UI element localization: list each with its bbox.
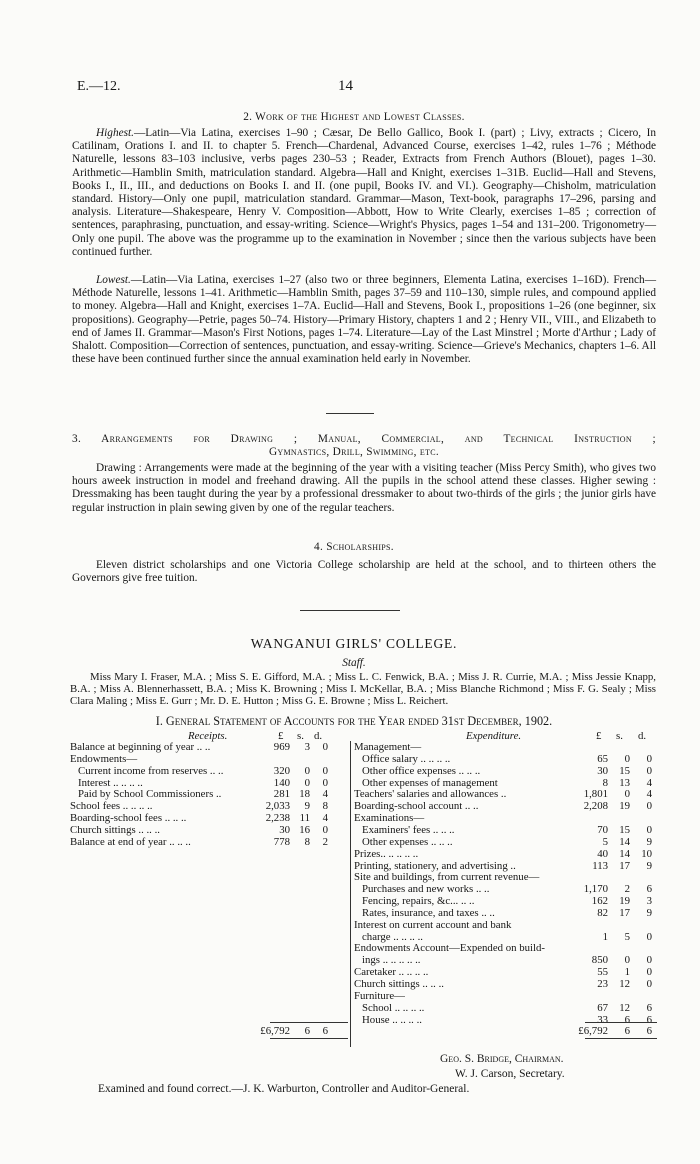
expenditure-label: Rates, insurance, and taxes .. .. [362,906,495,919]
receipts-total-pence: 6 [322,1025,328,1037]
expenditure-shillings: 12 [619,1001,630,1014]
section-4-heading: 4. Scholarships. [314,541,394,553]
receipts-pounds: 969 [273,741,290,753]
expenditure-pounds: 850 [591,954,608,967]
receipts-pence: 8 [322,800,328,813]
expenditure-label: Other office expenses .. .. .. [362,764,481,777]
section-3-heading-line2: Gymnastics, Drill, Swimming, etc. [268,446,440,458]
expenditure-shillings: 14 [619,835,630,848]
expenditure-pounds: 33 [597,1013,608,1026]
receipts-total-rule [270,1022,348,1023]
expenditure-pence: 9 [646,859,652,872]
receipts-pounds-head: £ [278,730,284,742]
expenditure-label: Examinations— [354,812,425,825]
expenditure-pence: 9 [646,906,652,919]
expenditure-pounds: 2,208 [583,800,608,813]
expenditure-total-row [70,1026,656,1038]
receipts-label: Church sittings .. .. .. [70,823,160,836]
receipts-label: Balance at beginning of year .. .. [70,741,211,753]
receipts-total-pounds: £6,792 [260,1025,290,1037]
expenditure-label: Boarding-school account .. .. [354,800,479,813]
expenditure-pounds: 30 [597,764,608,777]
expenditure-pence-head: d. [638,730,647,742]
expenditure-total-pence: 6 [646,1025,652,1037]
lowest-class-paragraph [72,274,656,366]
expenditure-pence: 6 [646,883,652,896]
expenditure-row [70,1015,656,1027]
expenditure-shillings: 19 [619,800,630,813]
expenditure-label: Management— [354,741,422,753]
receipts-pence: 0 [322,764,328,777]
expenditure-pounds: 162 [591,895,608,908]
receipts-shillings: 0 [304,776,310,789]
receipts-pounds: 778 [273,835,290,848]
expenditure-pounds: 67 [597,1001,608,1014]
receipts-total-shillings: 6 [304,1025,310,1037]
receipts-pounds: 2,238 [265,812,290,825]
expenditure-pence: 6 [646,1013,652,1026]
expenditure-pence: 3 [646,895,652,908]
receipts-pence: 0 [322,776,328,789]
receipts-shillings: 16 [299,823,310,836]
receipts-label: Interest .. .. .. .. [78,776,143,789]
expenditure-pence: 0 [646,752,652,765]
receipts-label: Boarding-school fees .. .. .. [70,812,187,825]
expenditure-pence: 0 [646,978,652,990]
expenditure-total-underline [585,1038,657,1039]
page-number: 14 [338,78,353,94]
expenditure-label: charge .. .. .. .. [362,930,423,943]
expenditure-label: House .. .. .. .. [362,1013,422,1026]
expenditure-pounds: 40 [597,847,608,860]
receipts-shillings: 9 [304,800,310,813]
receipts-pence-head: d. [314,730,323,742]
chairman-signature: Geo. S. Bridge, Chairman. [440,1053,564,1065]
section-4-paragraph: Eleven district scholarships and one Victoria College scholarship are held at the school, and to thirteen others the Governors give free tuition. [72,559,656,585]
expenditure-label: Teachers' salaries and allowances .. [354,788,507,801]
expenditure-pounds: 113 [592,859,608,872]
receipts-pence: 0 [322,741,328,753]
expenditure-label: ings .. .. .. .. .. [362,954,421,967]
expenditure-shillings: 0 [624,788,630,801]
page-reference: E.—12. [77,79,121,94]
expenditure-pounds: 8 [602,776,608,789]
receipts-label: School fees .. .. .. .. [70,800,153,813]
expenditure-pounds: 82 [597,906,608,919]
expenditure-shillings-head: s. [616,730,623,742]
staff-list: Miss Mary I. Fraser, M.A. ; Miss S. E. Gifford, M.A. ; Miss L. C. Fenwick, B.A. ; Miss J. R. Currie, M.A. ; Miss Jessie Knapp, B.A. ; Miss A. Blennerhassett, B.A. ; Miss K. Browning ; Miss I. McKellar, B.A. ; Miss Blanche Richmond ; Miss F. G. Sealy ; Miss Clara Maling ; Miss E. Gurr ; Mr. D. E. Hutton ; Miss G. E. Browne ; Miss L. Reichert. [70,671,656,708]
expenditure-shillings: 19 [619,895,630,908]
expenditure-row [70,766,656,778]
receipts-shillings: 18 [299,788,310,801]
expenditure-pounds: 1 [602,930,608,943]
receipts-pence: 2 [322,835,328,848]
expenditure-shillings: 0 [624,954,630,967]
receipts-pence: 4 [322,812,328,825]
receipts-pence: 0 [322,823,328,836]
receipts-shillings: 0 [304,764,310,777]
highest-lead: Highest. [96,127,134,139]
college-divider [300,610,400,611]
expenditure-pounds: 1,801 [583,788,608,801]
expenditure-label: Caretaker .. .. .. .. [354,966,429,979]
expenditure-label: Prizes.. .. .. .. .. [354,847,419,860]
expenditure-pence: 10 [641,847,652,860]
expenditure-label: Other expenses .. .. .. [362,835,453,848]
section-3-heading-line1: 3. Arrangements for Drawing ; Manual, Commercial, and Technical Instruction ; [72,433,656,445]
receipts-shillings: 11 [299,812,310,825]
receipts-label: Paid by School Commissioners .. [78,788,222,801]
expenditure-pounds: 1,170 [583,883,608,896]
expenditure-label: Furniture— [354,989,405,1002]
expenditure-shillings: 14 [619,847,630,860]
receipts-pounds: 281 [273,788,290,801]
expenditure-shillings: 5 [624,930,630,943]
expenditure-pence: 0 [646,930,652,943]
expenditure-label: Fencing, repairs, &c... .. .. [362,895,475,908]
highest-text: —Latin—Via Latina, exercises 1–90 ; Cæsar, De Bello Gallico, Book I. (part) ; Livy, extracts ; Cicero, In Catilinam, Orations I. and II. to chapter 5. French—Chardenal, Advanced Course, exercises 1–42, rules 1–76 ; Méthode Naturelle, lessons 83–103 inclusive, verbs pages 230–53 ; Reader, Extracts from French Authors (Blouet), pages 1–30. Arithmetic—Hamblin Smith, matriculation standard. Algebra—Hall and Knight, exercises 1–31B. Euclid—Hall and Stevens, Books I., II., III., and deductions on Books I. and II. (one pupil, Books IV. and VI.). Geography—Chisholm, matriculation standard. History—Only one pupil, matriculation standard. Grammar—Mason, Text-book, paragraphs 17–296, parsing and analysis. Literature—Shakespeare, Henry V. Composition—Abbott, How to Write Clearly, exercises 1–85 ; correction of sentences, paraphrasing, punctuation, and essay-writing. Science—Wright's Physics, pages 1–54 and 131–200. Trigonometry—Only one pupil. The above was the programme up to the examination in November ; since then the various subjects have been continued further. [72,127,656,258]
expenditure-pence: 0 [646,823,652,836]
receipts-shillings-head: s. [297,730,304,742]
expenditure-pounds: 70 [597,823,608,836]
expenditure-pounds: 65 [597,752,608,765]
expenditure-shillings: 15 [619,764,630,777]
receipts-pounds: 2,033 [265,800,290,813]
staff-heading: Staff. [342,657,366,669]
receipts-label: Endowments— [70,752,138,765]
expenditure-row [70,837,656,849]
college-title: WANGANUI GIRLS' COLLEGE. [250,636,458,651]
receipts-shillings: 3 [304,741,310,753]
examined-note: Examined and found correct.—J. K. Warburton, Controller and Auditor-General. [98,1083,470,1095]
expenditure-heading: Expenditure. [466,730,522,742]
expenditure-shillings: 15 [619,823,630,836]
receipts-heading: Receipts. [188,730,228,742]
expenditure-shillings: 1 [624,966,630,979]
expenditure-row [70,849,656,861]
expenditure-pence: 9 [646,835,652,848]
receipts-total-underline [270,1038,348,1039]
expenditure-pounds-head: £ [596,730,602,742]
expenditure-label: Site and buildings, from current revenue— [354,871,540,884]
receipts-shillings: 8 [304,835,310,848]
expenditure-shillings: 13 [619,776,630,789]
expenditure-pounds: 55 [597,966,608,979]
expenditure-label: Examiners' fees .. .. .. [362,823,455,836]
receipts-label: Current income from reserves .. .. [78,764,224,777]
receipts-pounds: 320 [273,764,290,777]
expenditure-pence: 0 [646,800,652,813]
expenditure-label: Interest on current account and bank [354,918,512,931]
expenditure-pence: 4 [646,776,652,789]
expenditure-pounds: 5 [602,835,608,848]
lowest-text: —Latin—Via Latina, exercises 1–27 (also two or three beginners, Elementa Latina, exercises 1–16D). French—Méthode Naturelle, lessons 1–41. Arithmetic—Hamblin Smith, pages 37–59 and 110–130, simple rules, and compound applied to money. Algebra—Hall and Knight, exercises 1–7A. Euclid—Hall and Stevens, Book I., propositions 1–26 (one beginner, six propositions). Geography—Petrie, pages 50–74. History—Primary History, chapters 1 and 2 ; Henry VII., VIII., and Elizabeth to end of James II. Grammar—Mason's First Notions, pages 1–74. Literature—Lay of the Last Minstrel ; Morte d'Arthur ; Lady of Shalott. Composition—Correction of sentences, punctuation, and essay-writing. Science—Grieve's Mechanics, chapters 1–6. All these have been continued further since the annual examination held early in November. [72,274,656,366]
receipts-pounds: 140 [273,776,290,789]
statement-heading: I. General Statement of Accounts for the Year ended 31st December, 1902. [155,714,553,728]
receipts-pounds: 30 [279,823,290,836]
expenditure-label: Purchases and new works .. .. [362,883,490,896]
expenditure-row [70,920,656,932]
expenditure-label: School .. .. .. .. [362,1001,425,1014]
expenditure-total-rule [585,1022,657,1023]
expenditure-shillings: 12 [619,978,630,990]
expenditure-shillings: 17 [619,906,630,919]
expenditure-label: Other expenses of management [362,776,498,789]
expenditure-pence: 6 [646,1001,652,1014]
expenditure-shillings: 2 [624,883,630,896]
expenditure-total-shillings: 6 [624,1025,630,1037]
expenditure-shillings: 6 [624,1013,630,1026]
expenditure-pence: 0 [646,966,652,979]
receipts-label: Balance at end of year .. .. .. [70,835,191,848]
expenditure-shillings: 0 [624,752,630,765]
highest-class-paragraph [72,127,656,259]
secretary-signature: W. J. Carson, Secretary. [455,1068,565,1080]
expenditure-pence: 0 [646,764,652,777]
expenditure-pence: 4 [646,788,652,801]
section-3-paragraph: Drawing : Arrangements were made at the beginning of the year with a visiting teacher (Miss Percy Smith), who gives two hours aweek instruction in model and freehand drawing. All the pupils in the school attend these classes. Higher sewing : Dressmaking has been taught during the year by a professional dressmaker to about two-thirds of the girls ; the junior girls have regular instruction in plain sewing given by one of the regular teachers. [72,462,656,514]
expenditure-label: Office salary .. .. .. .. [362,752,451,765]
expenditure-label: Church sittings .. .. .. [354,978,444,990]
expenditure-pence: 0 [646,954,652,967]
expenditure-total-pounds: £6,792 [578,1025,608,1037]
lowest-lead: Lowest. [96,274,131,286]
expenditure-shillings: 17 [619,859,630,872]
section-2-heading: 2. Work of the Highest and Lowest Classes. [243,111,465,123]
expenditure-row [70,1003,656,1015]
section-divider [326,413,374,414]
expenditure-label: Endowments Account—Expended on build- [354,942,546,955]
expenditure-label: Printing, stationery, and advertising .. [354,859,516,872]
expenditure-pounds: 23 [597,978,608,990]
receipts-pence: 4 [322,788,328,801]
